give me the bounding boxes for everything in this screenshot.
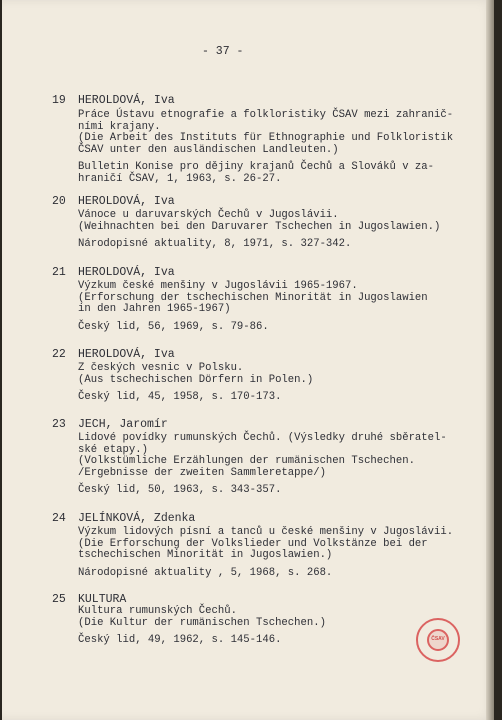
entry-line: Český lid, 45, 1958, s. 170-173. bbox=[78, 391, 282, 403]
entry-line: (Die Arbeit des Instituts für Ethnographie und Folkloristik bbox=[78, 132, 454, 144]
entry-line: Výzkum lidových písní a tanců u české menšiny v Jugoslávii. bbox=[78, 526, 454, 538]
entry-line: ními krajany. bbox=[78, 120, 161, 133]
entry-line: Český lid, 50, 1963, s. 343-357. bbox=[78, 484, 282, 496]
entry-line: Vánoce u daruvarských Čechů v Jugoslávii. bbox=[78, 209, 339, 221]
entry-number: 23 bbox=[52, 418, 66, 431]
page-edge bbox=[486, 0, 494, 720]
entry-number: 19 bbox=[52, 94, 66, 107]
entry-body bbox=[78, 110, 453, 185]
entry-author: HEROLDOVÁ, Iva bbox=[78, 348, 175, 361]
entry-body bbox=[78, 527, 453, 579]
entry-line: ČSAV unter den ausländischen Landleuten.) bbox=[78, 143, 339, 156]
entry-line: Kultura rumunských Čechů. bbox=[78, 605, 237, 617]
entry-author: HEROLDOVÁ, Iva bbox=[78, 266, 175, 279]
page-number: - 37 - bbox=[202, 45, 244, 58]
entry-line: tschechischen Minorität in Jugoslawien.) bbox=[78, 549, 333, 561]
entry-line: in den Jahren 1965-1967) bbox=[78, 303, 231, 315]
entry-number: 24 bbox=[52, 512, 66, 525]
entry-body bbox=[78, 363, 313, 404]
entry-number: 20 bbox=[52, 195, 66, 208]
entry-line: (Erforschung der tschechischen Minorität in Jugoslawien bbox=[78, 291, 428, 304]
entry-line: Práce Ústavu etnografie a folkloristiky ČSAV mezi zahranič- bbox=[78, 109, 454, 121]
library-stamp bbox=[416, 618, 460, 662]
entry-line: Výzkum české menšiny v Jugoslávii 1965-1967. bbox=[78, 280, 358, 292]
entry-line: Z českých vesnic v Polsku. bbox=[78, 362, 244, 374]
entry-line: (Die Erforschung der Volkslieder und Volkstänze bei der bbox=[78, 537, 428, 550]
entry-body bbox=[78, 433, 447, 497]
entry-author: JELÍNKOVÁ, Zdenka bbox=[78, 512, 196, 525]
entry-number: 22 bbox=[52, 348, 66, 361]
entry-line: ské etapy.) bbox=[78, 443, 148, 456]
entry-line: Český lid, 49, 1962, s. 145-146. bbox=[78, 634, 282, 646]
entry-author: JECH, Jaromír bbox=[78, 418, 168, 431]
entry-author: KULTURA bbox=[78, 593, 127, 606]
entry-line: (Volkstümliche Erzählungen der rumänischen Tschechen. bbox=[78, 455, 415, 467]
document-page bbox=[2, 0, 494, 720]
entry-line: Národopisné aktuality, 8, 1971, s. 327-342. bbox=[78, 238, 352, 250]
entry-line: hraničí ČSAV, 1, 1963, s. 26-27. bbox=[78, 172, 282, 185]
entry-number: 25 bbox=[52, 593, 66, 606]
entry-number: 21 bbox=[52, 266, 66, 279]
entry-body bbox=[78, 210, 440, 251]
entry-author: HEROLDOVÁ, Iva bbox=[78, 94, 175, 107]
entry-body bbox=[78, 281, 428, 333]
stamp-label: ČSAV bbox=[431, 636, 445, 642]
entry-line: Bulletin Konise pro dějiny krajanů Čechů a Slováků v za- bbox=[78, 161, 435, 173]
entry-line: Lidové povídky rumunských Čechů. (Výsledky druhé sběratel- bbox=[78, 432, 447, 444]
entry-body bbox=[78, 606, 326, 647]
entry-line: (Die Kultur der rumänischen Tschechen.) bbox=[78, 616, 326, 629]
entry-line: Národopisné aktuality , 5, 1968, s. 268. bbox=[78, 566, 333, 579]
entry-line: Český lid, 56, 1969, s. 79-86. bbox=[78, 320, 269, 333]
entry-line: /Ergebnisse der zweiten Sammleretappe/) bbox=[78, 466, 326, 479]
entry-line: (Weihnachten bei den Daruvarer Tschechen in Jugoslawien.) bbox=[78, 220, 441, 233]
entry-author: HEROLDOVÁ, Iva bbox=[78, 195, 175, 208]
entry-line: (Aus tschechischen Dörfern in Polen.) bbox=[78, 373, 314, 386]
